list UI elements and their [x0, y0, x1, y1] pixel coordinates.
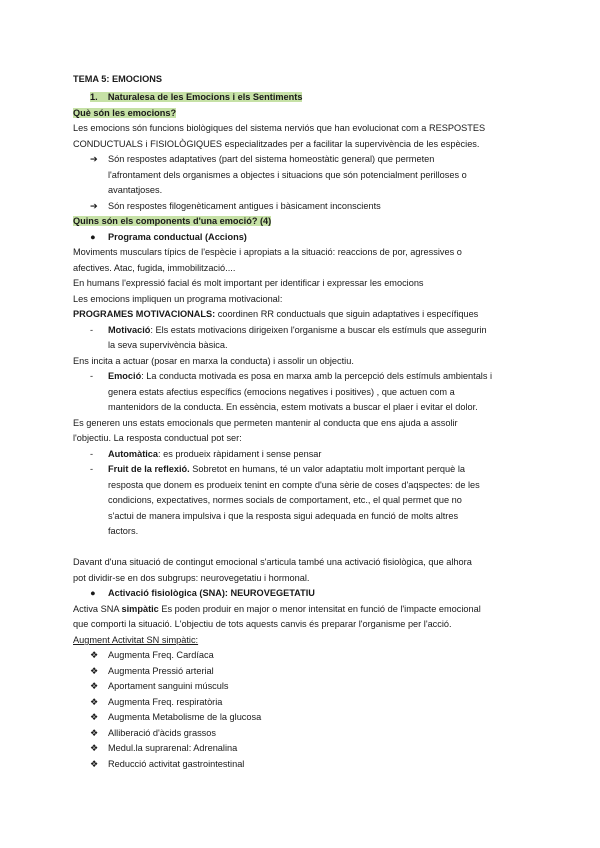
paragraph-line: Activa SNA simpàtic Es poden produir en major o menor intensitat en funció de l'impacte emocional — [73, 604, 481, 614]
arrow-icon: ➔ — [90, 154, 98, 164]
bullet-heading: ● Activació fisiològica (SNA): NEUROVEGETATIU — [90, 588, 315, 598]
diamond-list-item: ❖ Medul.la suprarenal: Adrenalina — [90, 743, 238, 753]
arrow-list-item: ➔ Són respostes adaptatives (part del sistema homeostàtic general) que permeten — [90, 154, 435, 164]
diamond-icon: ❖ — [90, 666, 99, 676]
paragraph-line: En humans l'expressió facial és molt important per identificar i expressar les emocions — [73, 278, 424, 288]
paragraph-line: l'objectiu. La resposta conductual pot ser: — [73, 433, 242, 443]
diamond-icon: ❖ — [90, 697, 99, 707]
paragraph-line: Les emocions impliquen un programa motivacional: — [73, 294, 283, 304]
paragraph-line: la seva supervivència bàsica. — [108, 340, 228, 350]
section-heading: 1. Naturalesa de les Emocions i els Sentiments — [90, 92, 303, 102]
question-heading: Què són les emocions? — [73, 108, 177, 118]
page-title: TEMA 5: EMOCIONS — [73, 74, 162, 84]
paragraph-line: condicions, expectatives, normes socials de comportament, etc., el qual permet que no — [108, 495, 462, 505]
paragraph-line: resposta que donem es produeix tenint en compte d'una sèrie de coses d'aqspectes: de les — [108, 480, 480, 490]
arrow-icon: ➔ — [90, 201, 98, 211]
paragraph-line: Les emocions són funcions biològiques del sistema nerviós que han evolucionat com a RESPOSTES — [73, 123, 486, 133]
diamond-list-item: ❖ Aportament sanguini músculs — [90, 681, 229, 691]
paragraph-line: s'actui de manera impulsiva i que la resposta sigui adequada en funció de molts altres — [108, 511, 459, 521]
dash-list-item: - Emoció: La conducta motivada es posa en marxa amb la percepció dels estímuls ambientals i — [90, 371, 493, 381]
diamond-list-item: ❖ Augmenta Freq. Cardíaca — [90, 650, 214, 660]
paragraph-line: l'afrontament dels organismes a objectes i situacions que són potencialment perilloses o — [108, 170, 467, 180]
dash-list-item: - Motivació: Els estats motivacions dirigeixen l'organisme a buscar els estímuls que assegurin — [90, 325, 487, 335]
bullet-icon: ● — [90, 588, 96, 598]
diamond-list-item: ❖ Augmenta Pressió arterial — [90, 666, 214, 676]
diamond-icon: ❖ — [90, 681, 99, 691]
diamond-list-item: ❖ Alliberació d'àcids grassos — [90, 728, 216, 738]
diamond-icon: ❖ — [90, 743, 99, 753]
paragraph-line: mantenidors de la conducta. En essència, estem motivats a buscar el plaer i evitar el dolor. — [108, 402, 478, 412]
paragraph-line: avantatjoses. — [108, 185, 163, 195]
paragraph-line: que comporti la situació. L'objectiu de tots aquests canvis és preparar l'organisme per l'acció. — [73, 619, 452, 629]
diamond-icon: ❖ — [90, 650, 99, 660]
diamond-icon: ❖ — [90, 712, 99, 722]
diamond-list-item: ❖ Augmenta Freq. respiratòria — [90, 697, 223, 707]
paragraph-line: genera estats afectius específics (emocions negatives i positives) , que actuen com a — [108, 387, 455, 397]
dash-list-item: - Automàtica: es produeix ràpidament i sense pensar — [90, 449, 322, 459]
paragraph-line: afectives. Atac, fugida, immobilització.... — [73, 263, 236, 273]
paragraph-line: Davant d'una situació de contingut emocional s'articula també una activació fisiològica, que alhora — [73, 557, 472, 567]
diamond-icon: ❖ — [90, 759, 99, 769]
paragraph-line: pot dividir-se en dos subgrups: neurovegetatiu i hormonal. — [73, 573, 310, 583]
bullet-heading: ● Programa conductual (Accions) — [90, 232, 247, 242]
arrow-list-item: ➔ Són respostes filogenèticament antigues i bàsicament inconscients — [90, 201, 381, 211]
diamond-list-item: ❖ Reducció activitat gastrointestinal — [90, 759, 245, 769]
diamond-list-item: ❖ Augmenta Metabolisme de la glucosa — [90, 712, 262, 722]
paragraph-line: CONDUCTUALS i FISIOLÒGIQUES especialitzades per a facilitar la supervivència de les espècies. — [73, 139, 480, 149]
dash-list-item: - Fruit de la reflexió. Sobretot en humans, té un valor adaptatiu molt important perquè la — [90, 464, 465, 474]
paragraph-line: PROGRAMES MOTIVACIONALS: coordinen RR conductuals que siguin adaptatives i específiques — [73, 309, 479, 319]
paragraph-line: Es generen uns estats emocionals que permeten mantenir al conducta que ens ajuda a assolir — [73, 418, 458, 428]
paragraph-line: Ens incita a actuar (posar en marxa la conducta) i assolir un objectiu. — [73, 356, 354, 366]
paragraph-line: Moviments musculars típics de l'espècie i apropiats a la situació: reaccions de por, agressives o — [73, 247, 462, 257]
paragraph-line: factors. — [108, 526, 139, 536]
diamond-icon: ❖ — [90, 728, 99, 738]
question-heading: Quins són els components d'una emoció? (4) — [73, 216, 272, 226]
subheading: Augment Activitat SN simpàtic: — [73, 635, 199, 645]
bullet-icon: ● — [90, 232, 96, 242]
